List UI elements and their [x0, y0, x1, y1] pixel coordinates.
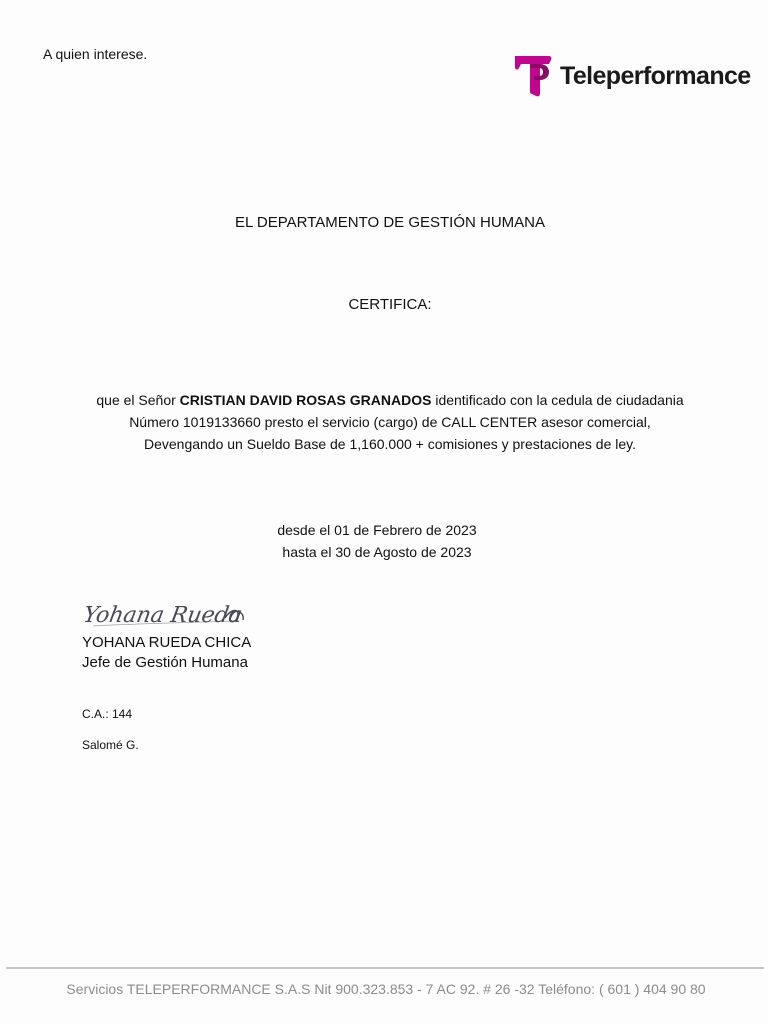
body-line-1	[6, 389, 768, 411]
body-line-1-prefix: que el Señor	[96, 392, 180, 408]
reference-initials: Salomé G.	[82, 738, 139, 752]
teleperformance-logo-icon	[513, 54, 553, 98]
signature-text: Yohana Rueda	[85, 602, 245, 628]
signer-title: Jefe de Gestión Humana	[82, 654, 248, 671]
body-line-2: Número 1019133660 presto el servicio (cargo) de CALL CENTER asesor comercial,	[129, 414, 651, 430]
footer-divider	[6, 967, 764, 969]
footer-text: Servicios TELEPERFORMANCE S.A.S Nit 900.323.853 - 7 AC 92. # 26 -32 Teléfono: ( 601 ) 404 90 80	[66, 981, 706, 997]
greeting: A quien interese.	[43, 46, 148, 62]
certifica-heading: CERTIFICA:	[348, 296, 432, 313]
employee-name: CRISTIAN DAVID ROSAS GRANADOS	[179, 392, 432, 408]
employment-dates	[0, 519, 761, 563]
department-heading: EL DEPARTAMENTO DE GESTIÓN HUMANA	[234, 214, 546, 231]
signer-name: YOHANA RUEDA CHICA	[82, 634, 252, 651]
company-logo	[513, 54, 751, 98]
reference-ca: C.A.: 144	[82, 707, 133, 721]
body-line-3: Devengando un Sueldo Base de 1,160.000 + comisiones y prestaciones de ley.	[143, 436, 637, 452]
date-to: hasta el 30 de Agosto de 2023	[282, 544, 472, 560]
body-line-1-suffix: identificado con la cedula de ciudadania	[431, 392, 684, 408]
certificate-body	[6, 389, 768, 455]
date-from: desde el 01 de Febrero de 2023	[277, 522, 477, 538]
logo-wordmark: Teleperformance	[560, 61, 751, 90]
